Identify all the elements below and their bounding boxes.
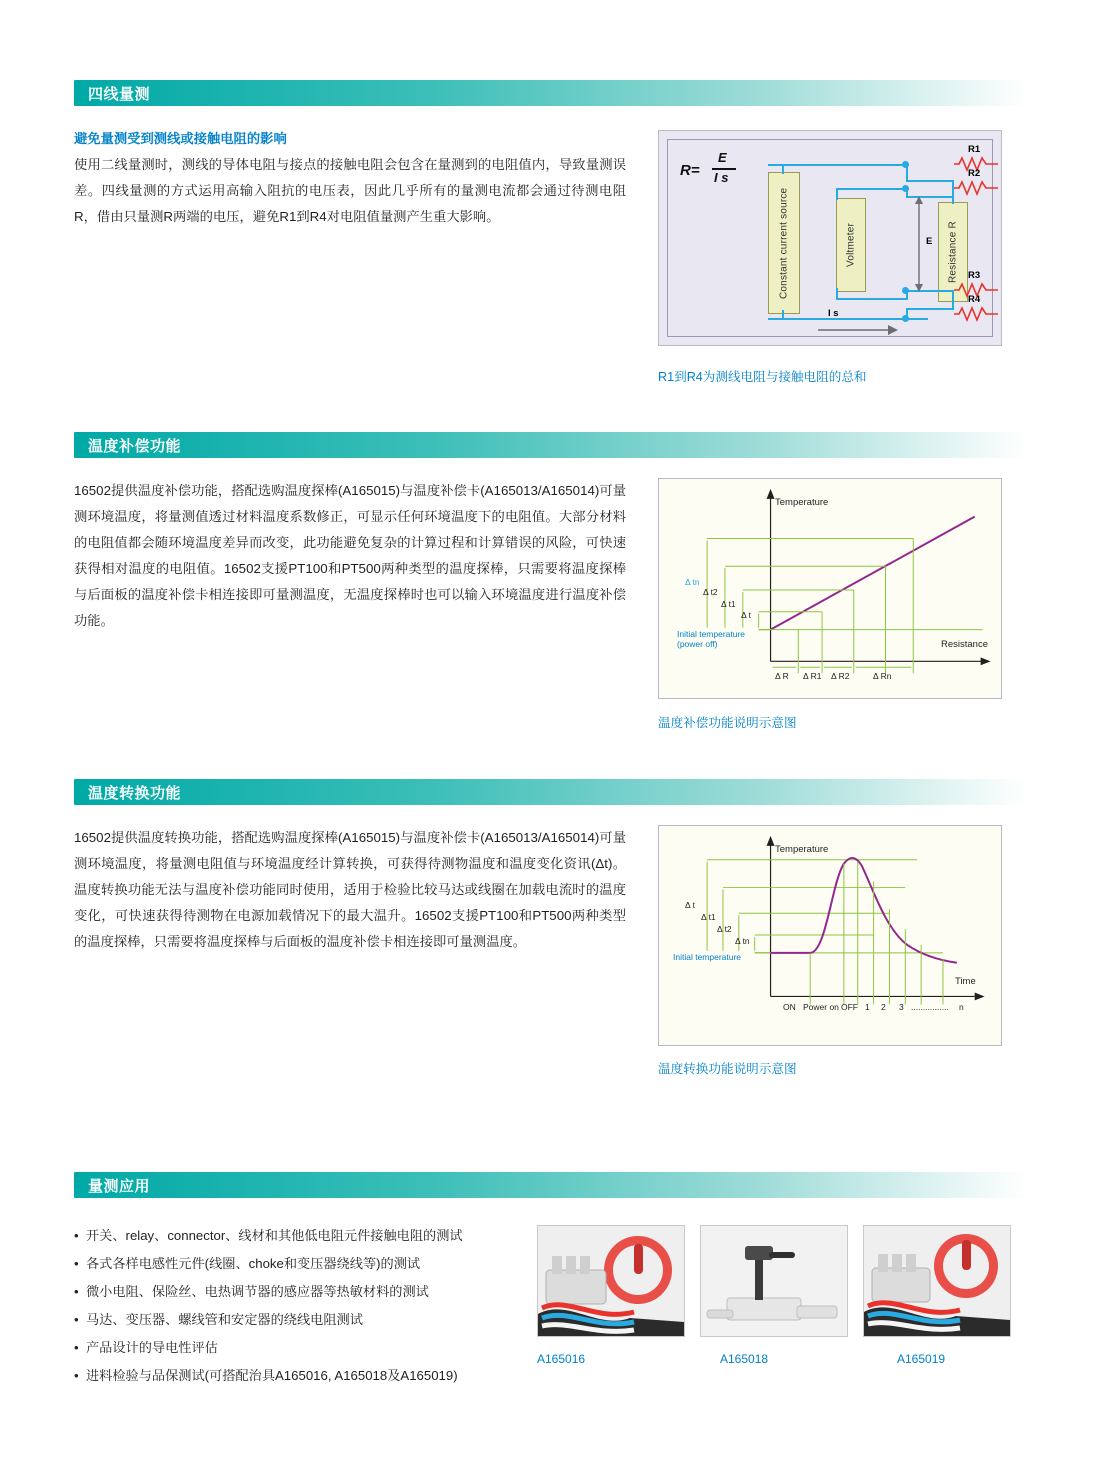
voltmeter-box: Voltmeter [836,198,866,292]
temp-comp-delta-r1: Δ R1 [803,671,822,681]
temp-comp-delta-r2: Δ R2 [831,671,850,681]
wire-top-source [768,164,908,166]
product-photo-a165018 [700,1225,848,1337]
resistance-box: Resistance R [938,202,968,302]
temp-comp-delta-t2: Δ t2 [703,587,718,597]
list-item: • 产品设计的导电性评估 [74,1334,524,1362]
wire-source-bottom-stub [782,310,784,320]
label-r3: R3 [968,270,981,281]
photo-a165018-graphic [701,1226,847,1336]
temp-comp-delta-r: Δ R [775,671,789,681]
zigzag-r2 [954,180,998,196]
list-item: • 开关、relay、connector、线材和其他低电阻元件接触电阻的测试 [74,1222,524,1250]
wire-voltmeter-bottom [836,298,908,300]
temp-conv-tick-on: ON [783,1002,796,1012]
formula-r-label: R= [680,162,700,179]
temp-conv-delta-t1: Δ t1 [701,912,716,922]
voltage-arrow [912,196,926,292]
photo-caption-a165018: A165018 [720,1352,769,1366]
temp-conv-tick-1: 1 [865,1002,870,1012]
product-photo-a165019 [863,1225,1011,1337]
section-header-temp-comp [74,432,1028,458]
temp-comp-delta-rn: Δ Rn [873,671,892,681]
label-r1: R1 [968,144,981,155]
node-r3 [902,287,909,294]
section-title-four-wire: 四线量测 [88,85,151,103]
section-header-temp-conv [74,779,1028,805]
node-r4 [902,315,909,322]
temp-comp-chart [658,478,1002,699]
temp-conv-y-axis-label: Temperature [775,844,829,855]
formula-denominator: I s [714,170,729,185]
temp-conv-chart-svg [659,826,1001,1045]
temp-comp-initial-temp-2: (power off) [677,639,718,649]
wire-to-resistor-top [906,180,954,182]
temp-comp-delta-t1: Δ t1 [721,599,736,609]
temp-conv-delta-t: Δ t [685,900,695,910]
constant-current-source-box: Constant current source [768,172,800,314]
temp-conv-chart [658,825,1002,1046]
temp-conv-tick-off: OFF [841,1002,858,1012]
list-item: • 进料检验与品保测试(可搭配治具A165016, A165018及A165019) [74,1362,524,1390]
node-r1 [902,161,909,168]
label-e: E [926,236,933,247]
temp-conv-delta-tn: Δ tn [735,936,750,946]
temp-comp-x-axis-label: Resistance [941,639,988,650]
node-r2 [902,185,909,192]
product-photo-a165016 [537,1225,685,1337]
temp-comp-y-axis-label: Temperature [775,497,829,508]
label-r2: R2 [968,168,981,179]
temp-comp-initial-temp: Initial temperature [677,629,746,639]
formula-numerator: E [718,150,727,165]
temp-conv-tick-2: 2 [881,1002,886,1012]
section-title-temp-comp: 温度补偿功能 [88,437,182,455]
temp-conv-tick-power-on: Power on [803,1002,839,1012]
section-title-applications: 量测应用 [88,1177,151,1195]
wire-voltmeter-top [836,188,908,190]
temp-conv-x-axis-label: Time [955,976,976,987]
wire-voltmeter-top-stub [836,188,838,200]
zigzag-r4 [954,306,998,322]
applications-list [74,1222,524,1390]
wire-to-resistor-bottom2 [906,308,954,310]
photo-a165016-graphic [538,1226,684,1336]
photo-a165019-graphic [864,1226,1010,1336]
list-item: • 各式各样电感性元件(线圈、choke和变压器绕线等)的测试 [74,1250,524,1278]
label-is: I s [828,308,839,319]
photo-caption-a165016: A165016 [537,1352,586,1366]
temp-comp-figure-caption: 温度补偿功能说明示意图 [658,716,797,730]
four-wire-diagram [658,130,1002,346]
section-header-four-wire [74,80,1028,106]
section-title-temp-conv: 温度转换功能 [88,784,182,802]
photo-caption-a165019: A165019 [897,1352,946,1366]
temp-conv-paragraph: 16502提供温度转换功能，搭配选购温度探棒(A165015)与温度补偿卡(A165013/A165014)可量测环境温度，将量测电阻值与环境温度经计算转换，可获得待测物温度和温度变化资讯(Δt)。温度转换功能无法与温度补偿功能同时使用，适用于检验比较马达或线圈在加载电流时的温度变化，可快速获得待测物在电源加载情况下的最大温升。16502支援PT100和PT500两种类型的温度探棒，只需要将温度探棒与后面板的温度补偿卡相连接即可量测温度。 [74,830,626,949]
four-wire-paragraph: 使用二线量测时，测线的导体电阻与接点的接触电阻会包含在量测到的电阻值内，导致量测误差。四线量测的方式运用高输入阻抗的电压表，因此几乎所有的量测电流都会通过待测电阻R，借由只量测R两端的电压，避免R1到R4对电阻值量测产生重大影响。 [74,157,626,224]
diagram-frame [667,139,993,337]
list-item: • 微小电阻、保险丝、电热调节器的感应器等热敏材料的测试 [74,1278,524,1306]
temp-conv-tick-dots: ................ [911,1002,949,1012]
wire-source-top-stub [782,164,784,174]
temp-comp-delta-tn: Δ tn [685,577,700,587]
label-r4: R4 [968,294,981,305]
temp-conv-tick-n: n [959,1002,964,1012]
temp-comp-delta-t: Δ t [741,610,751,620]
four-wire-text-block [74,126,626,230]
temp-conv-figure-caption: 温度转换功能说明示意图 [658,1062,797,1076]
temp-conv-tick-3: 3 [899,1002,904,1012]
temp-conv-initial-temp: Initial temperature [673,952,742,962]
section-header-applications [74,1172,1028,1198]
list-item: • 马达、变压器、螺线管和安定器的绕线电阻测试 [74,1306,524,1334]
four-wire-figure-caption: R1到R4为测线电阻与接触电阻的总和 [658,370,867,384]
temp-comp-paragraph: 16502提供温度补偿功能，搭配选购温度探棒(A165015)与温度补偿卡(A165013/A165014)可量测环境温度，将量测值透过材料温度系数修正，可显示任何环境温度下的电阻值。大部分材料的电阻值都会随环境温度差异而改变，此功能避免复杂的计算过程和计算错误的风险，可快速获得相对温度的电阻值。16502支援PT100和PT500两种类型的温度探棒，只需要将温度探棒与后面板的温度补偿卡相连接即可量测温度，无温度探棒时也可以输入环境温度进行温度补偿功能。 [74,483,626,628]
temp-conv-delta-t2: Δ t2 [717,924,732,934]
current-arrow [818,324,898,336]
four-wire-lead: 避免量测受到测线或接触电阻的影响 [74,131,287,146]
